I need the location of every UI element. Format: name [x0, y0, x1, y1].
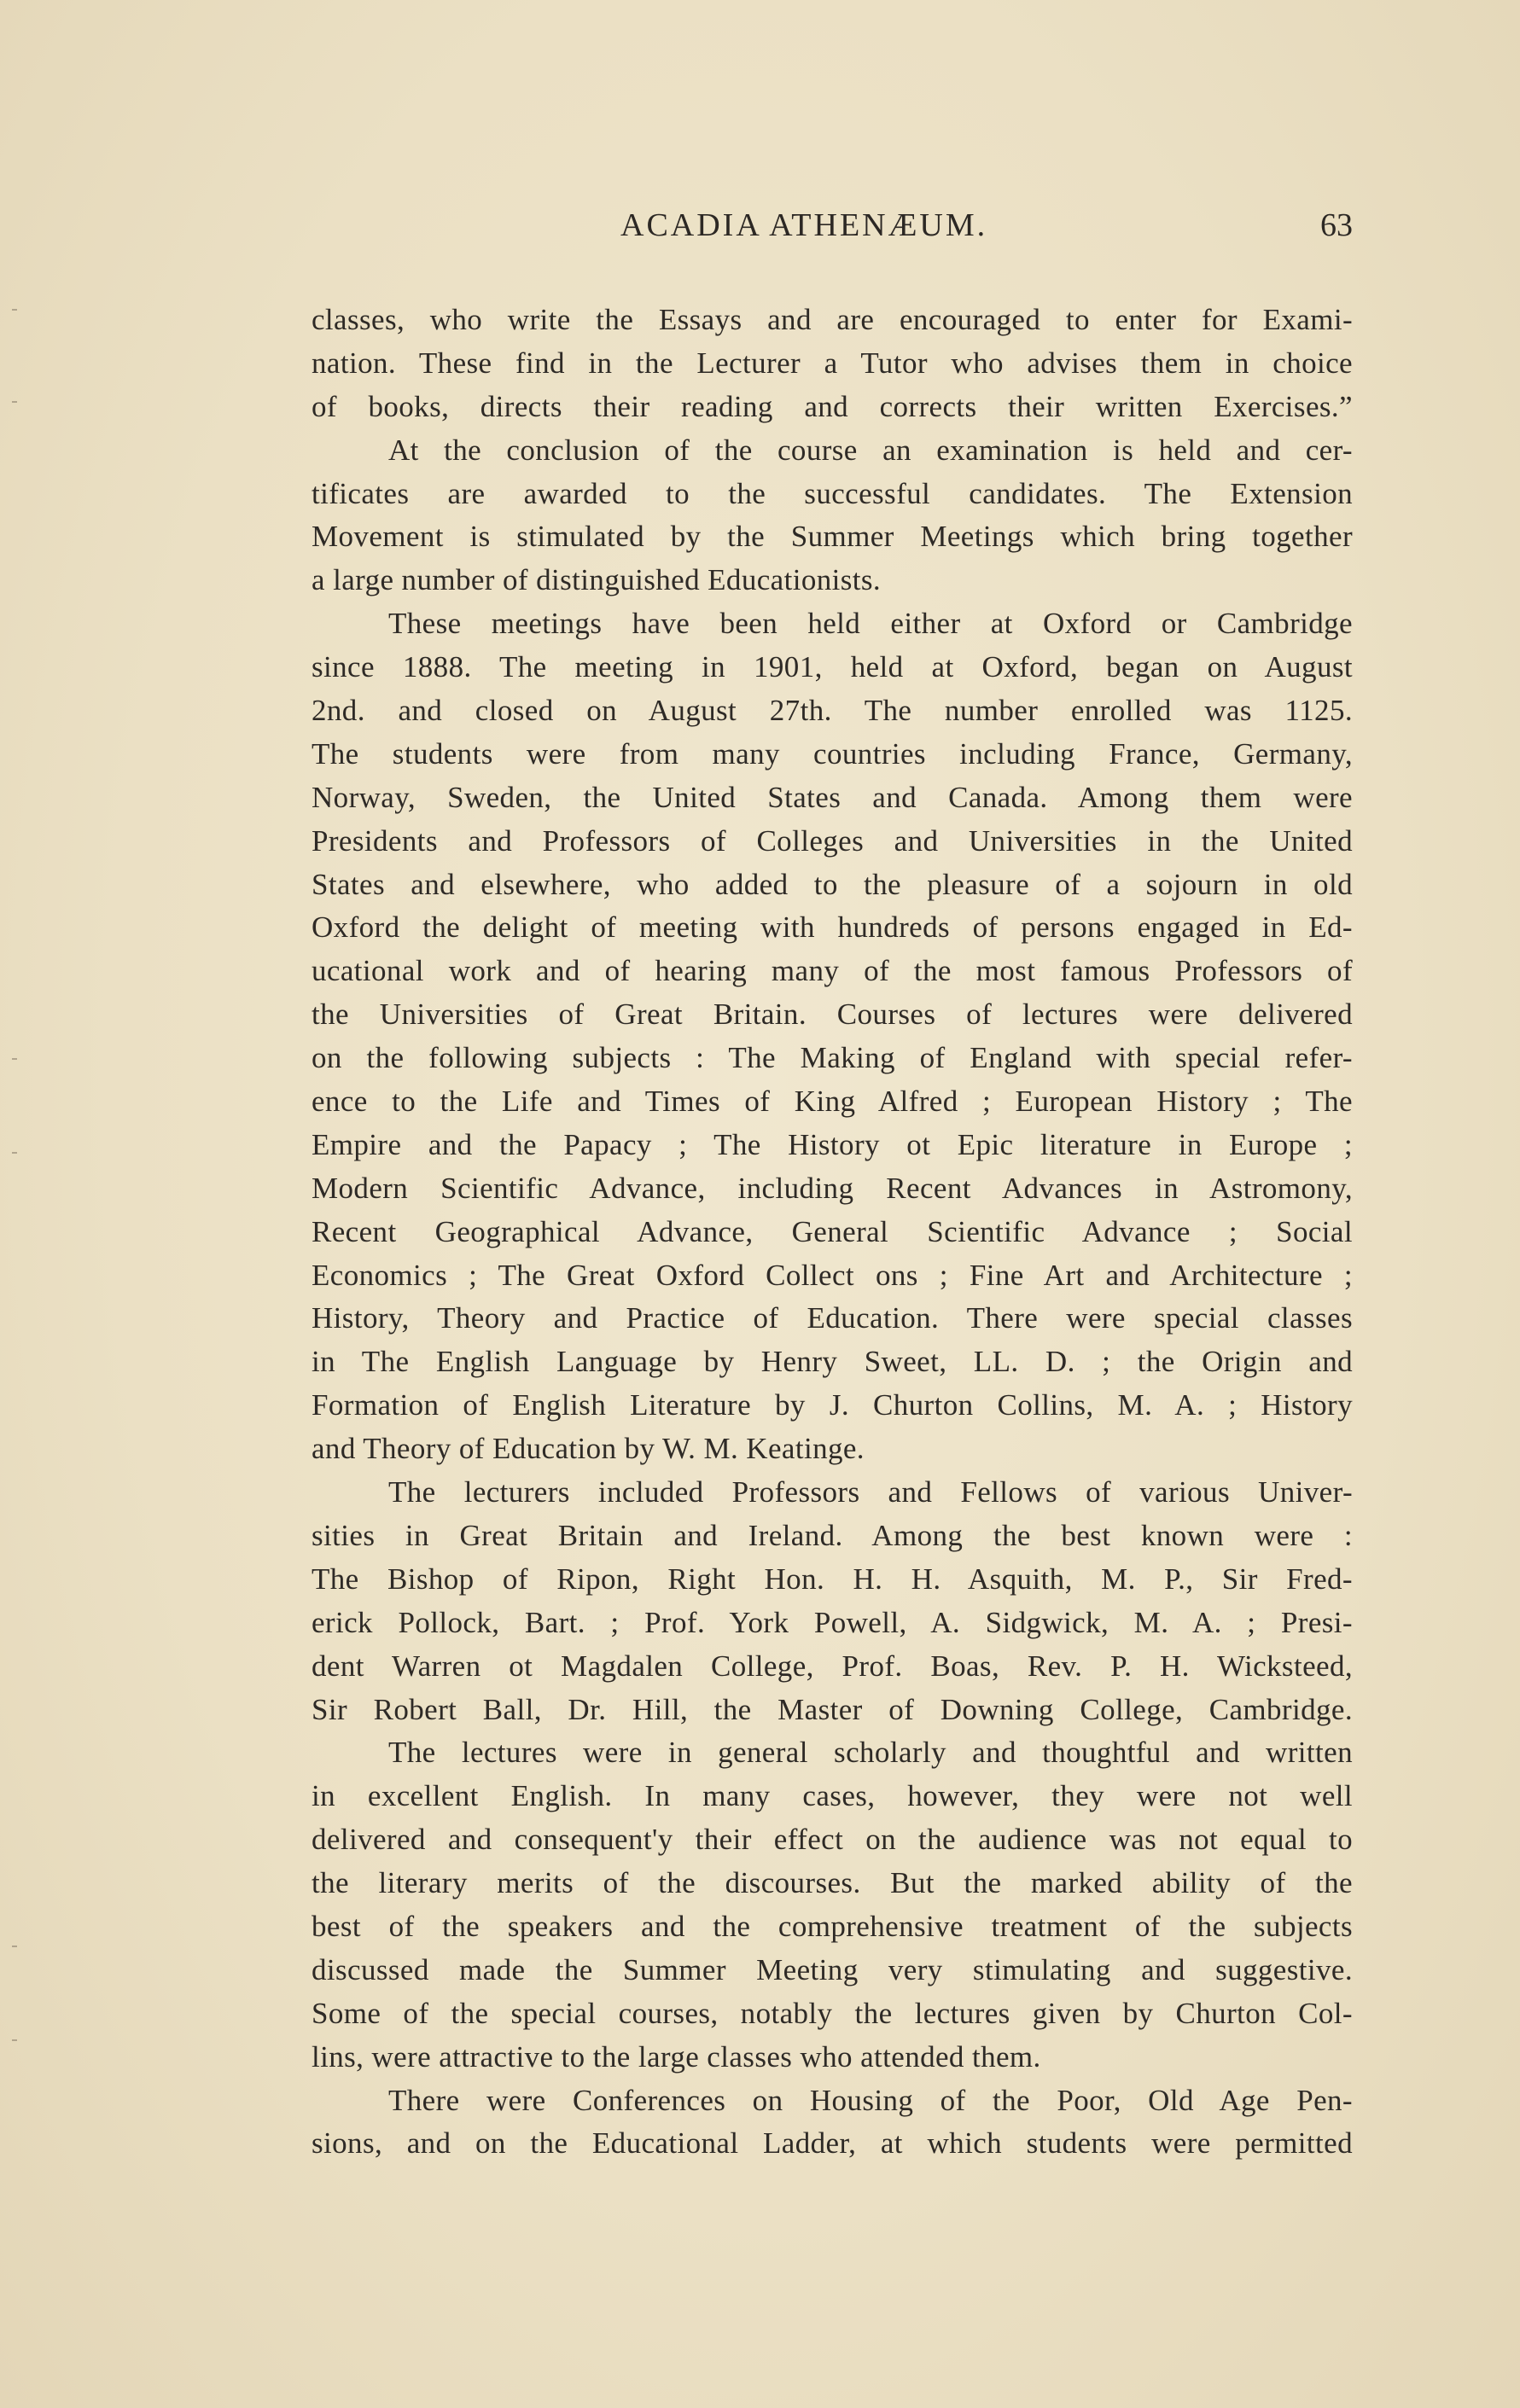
text-line: The lectures were in general scholarly and thoughtful and written: [388, 1736, 1353, 1770]
text-line: nation. These find in the Lecturer a Tutor who advises them in choice: [312, 346, 1353, 380]
text-line: tificates are awarded to the successful candidates. The Extension: [312, 476, 1353, 510]
text-line: ucational work and of hearing many of the most famous Professors of: [312, 954, 1353, 988]
text-line: erick Pollock, Bart. ; Prof. York Powell, A. Sidgwick, M. A. ; Presi-: [312, 1605, 1353, 1639]
page-header: [312, 206, 1353, 258]
text-line: of books, directs their reading and corrects their written Exercises.”: [312, 389, 1353, 423]
text-line: dent Warren ot Magdalen College, Prof. Boas, Rev. P. H. Wicksteed,: [312, 1649, 1353, 1683]
text-line: Formation of English Literature by J. Churton Collins, M. A. ; History: [312, 1388, 1353, 1422]
text-line: lins, were attractive to the large classes who attended them.: [312, 2039, 1041, 2074]
text-line: Presidents and Professors of Colleges and Universities in the United: [312, 823, 1353, 858]
text-line: Movement is stimulated by the Summer Meetings which bring together: [312, 520, 1353, 554]
running-title: ACADIA ATHENÆUM.: [620, 207, 988, 243]
text-line: These meetings have been held either at Oxford or Cambridge: [388, 607, 1353, 641]
text-line: Some of the special courses, notably the lectures given by Churton Col-: [312, 1996, 1353, 2030]
text-line: in The English Language by Henry Sweet, LL. D. ; the Origin and: [312, 1345, 1353, 1379]
text-line: discussed made the Summer Meeting very stimulating and suggestive.: [312, 1952, 1353, 1986]
text-line: and Theory of Education by W. M. Keatinge.: [312, 1432, 865, 1466]
text-line: Oxford the delight of meeting with hundreds of persons engaged in Ed-: [312, 910, 1353, 945]
margin-mark: [12, 309, 17, 311]
body-text: [312, 299, 1353, 2166]
text-line: delivered and consequent'y their effect on the audience was not equal to: [312, 1823, 1353, 1857]
page-number: 63: [1320, 207, 1353, 243]
text-line: The Bishop of Ripon, Right Hon. H. H. Asquith, M. P., Sir Fred-: [312, 1562, 1353, 1596]
text-line: The lecturers included Professors and Fellows of various Univer-: [388, 1475, 1353, 1509]
text-line: There were Conferences on Housing of the Poor, Old Age Pen-: [388, 2083, 1353, 2117]
text-line: since 1888. The meeting in 1901, held at Oxford, began on August: [312, 650, 1353, 684]
text-line: best of the speakers and the comprehensive treatment of the subjects: [312, 1909, 1353, 1943]
text-line: on the following subjects : The Making of England with special refer-: [312, 1041, 1353, 1075]
text-line: At the conclusion of the course an examination is held and cer-: [388, 433, 1353, 467]
text-line: ence to the Life and Times of King Alfred ; European History ; The: [312, 1085, 1353, 1119]
text-line: Norway, Sweden, the United States and Canada. Among them were: [312, 780, 1353, 814]
text-line: a large number of distinguished Educationists.: [312, 563, 882, 597]
margin-mark: [12, 1058, 17, 1060]
text-line: classes, who write the Essays and are encouraged to enter for Exami-: [312, 303, 1353, 336]
text-line: Empire and the Papacy ; The History ot Epic literature in Europe ;: [312, 1127, 1353, 1161]
margin-mark: [12, 2039, 17, 2041]
text-line: Modern Scientific Advance, including Recent Advances in Astromony,: [312, 1171, 1353, 1205]
margin-mark: [12, 401, 17, 403]
text-line: The students were from many countries including France, Germany,: [312, 736, 1353, 771]
text-line: sions, and on the Educational Ladder, at which students were permitted: [312, 2126, 1353, 2161]
text-line: Recent Geographical Advance, General Scientific Advance ; Social: [312, 1214, 1353, 1248]
text-line: Sir Robert Ball, Dr. Hill, the Master of Downing College, Cambridge.: [312, 1692, 1353, 1726]
margin-mark: [12, 1946, 17, 1947]
text-line: History, Theory and Practice of Education. There were special classes: [312, 1301, 1353, 1335]
text-line: the literary merits of the discourses. But the marked ability of the: [312, 1866, 1353, 1900]
text-line: the Universities of Great Britain. Courses of lectures were delivered: [312, 998, 1353, 1032]
text-line: in excellent English. In many cases, however, they were not well: [312, 1779, 1353, 1813]
text-line: Economics ; The Great Oxford Collect ons ; Fine Art and Architecture ;: [312, 1258, 1353, 1292]
text-line: 2nd. and closed on August 27th. The number enrolled was 1125.: [312, 694, 1353, 728]
text-line: States and elsewhere, who added to the pleasure of a sojourn in old: [312, 867, 1353, 901]
text-line: sities in Great Britain and Ireland. Among the best known were :: [312, 1518, 1353, 1552]
margin-mark: [12, 1152, 17, 1154]
